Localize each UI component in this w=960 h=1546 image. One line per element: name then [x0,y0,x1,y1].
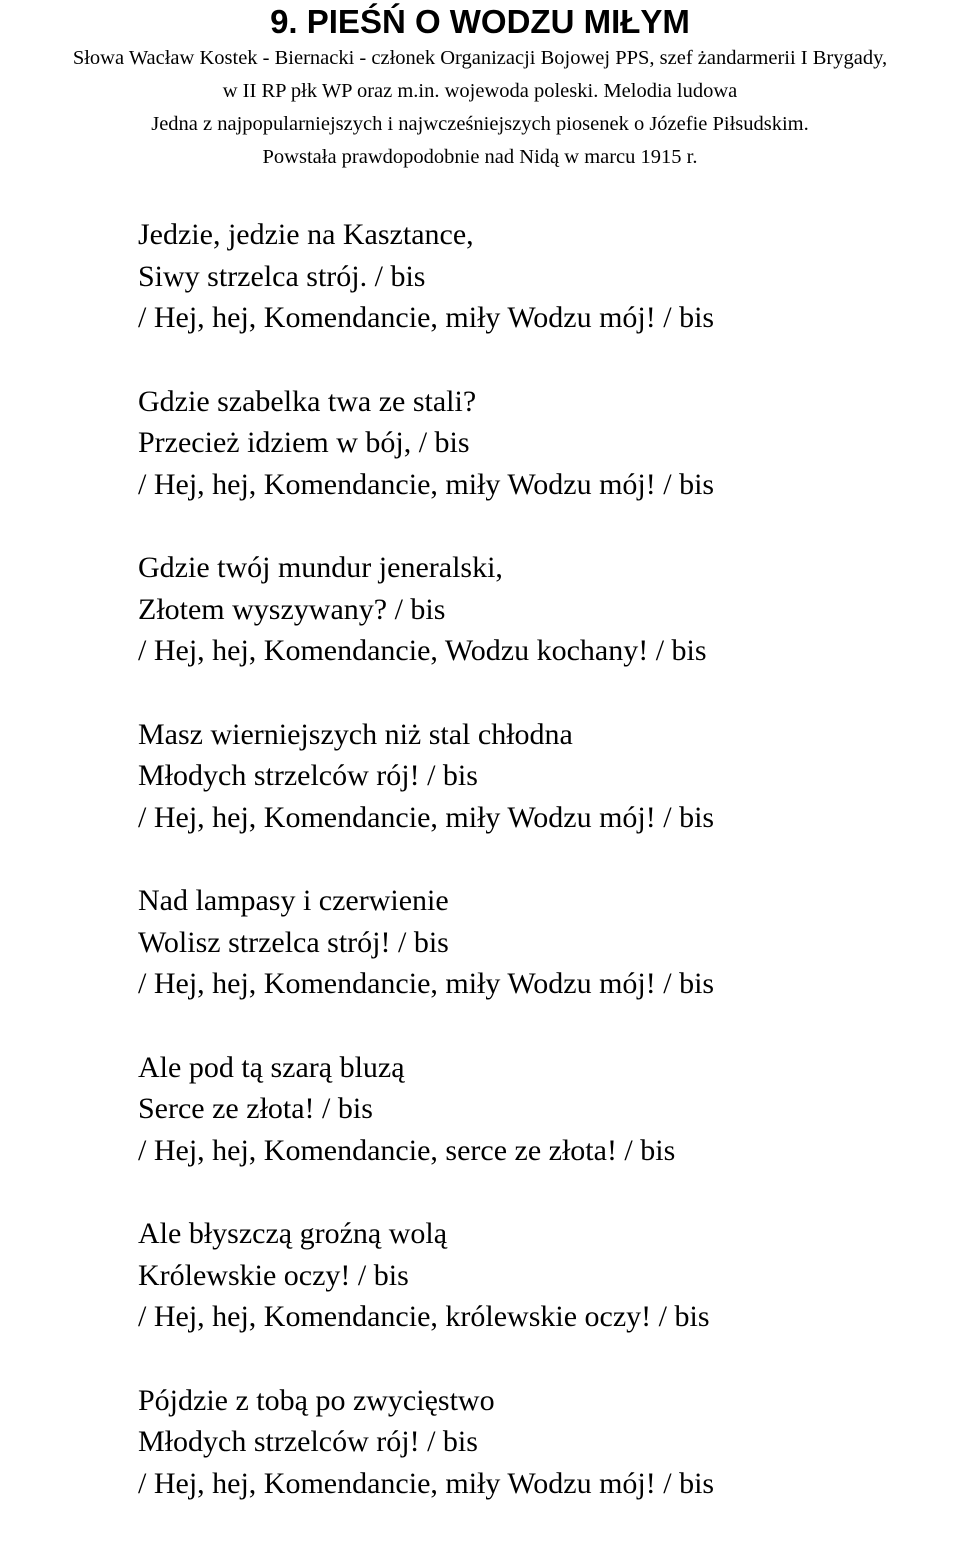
lyric-line: Ale pod tą szarą bluzą [138,1050,405,1084]
refrain-line: / Hej, hej, Komendancie, miły Wodzu mój! / bis [138,1466,715,1500]
song-note-line-1: Jedna z najpopularniejszych i najwcześniejszych piosenek o Józefie Piłsudskim. [151,113,809,135]
stanza-8 [138,1380,938,1505]
refrain-line: / Hej, hej, Komendancie, miły Wodzu mój! / bis [138,301,715,334]
song-note-line-2: Powstała prawdopodobnie nad Nidą w marcu 1915 r. [262,146,698,168]
stanza-4 [138,714,938,839]
refrain-line: / Hej, hej, Komendancie, królewskie oczy! / bis [138,1300,710,1333]
refrain-line: / Hej, hej, Komendancie, miły Wodzu mój! / bis [138,967,715,1000]
lyric-line: Pójdzie z tobą po zwycięstwo [138,1383,495,1417]
stanza-1 [138,214,938,339]
lyric-line: Gdzie szabelka twa ze stali? [138,384,477,418]
lyric-line: Młodych strzelców rój! / bis [138,1425,478,1458]
song-title: 9. PIEŚŃ O WODZU MIŁYM [270,3,690,40]
lyric-line: Złotem wyszywany? / bis [138,592,446,626]
lyric-line: Ale błyszczą groźną wolą [138,1217,448,1250]
refrain-line: / Hej, hej, Komendancie, miły Wodzu mój! / bis [138,800,715,834]
song-header [0,0,960,174]
refrain-line: / Hej, hej, Komendancie, miły Wodzu mój! / bis [138,467,715,501]
refrain-line: / Hej, hej, Komendancie, serce ze złota! / bis [138,1133,676,1167]
stanza-7 [138,1213,938,1338]
lyric-line: Masz wierniejszych niż stal chłodna [138,717,573,751]
lyric-line: Siwy strzelca strój. / bis [138,259,426,293]
lyric-line: Nad lampasy i czerwienie [138,884,449,917]
refrain-line: / Hej, hej, Komendancie, Wodzu kochany! / bis [138,634,707,667]
stanza-5 [138,880,938,1005]
lyric-line: Królewskie oczy! / bis [138,1258,409,1292]
lyric-line: Gdzie twój mundur jeneralski, [138,551,503,584]
lyric-line: Wolisz strzelca strój! / bis [138,925,449,959]
song-credits-line-2: w II RP płk WP oraz m.in. wojewoda poleski. Melodia ludowa [222,80,738,102]
stanza-3 [138,547,938,672]
song-credits-line-1: Słowa Wacław Kostek - Biernacki - członek Organizacji Bojowej PPS, szef żandarmerii I Brygady, [72,47,888,69]
lyric-line: Serce ze złota! / bis [138,1092,373,1125]
lyric-line: Przecież idziem w bój, / bis [138,426,470,459]
lyrics [138,214,938,1546]
lyric-line: Jedzie, jedzie na Kasztance, [138,218,474,251]
lyric-line: Młodych strzelców rój! / bis [138,759,478,792]
stanza-6 [138,1047,938,1172]
stanza-2 [138,381,938,506]
